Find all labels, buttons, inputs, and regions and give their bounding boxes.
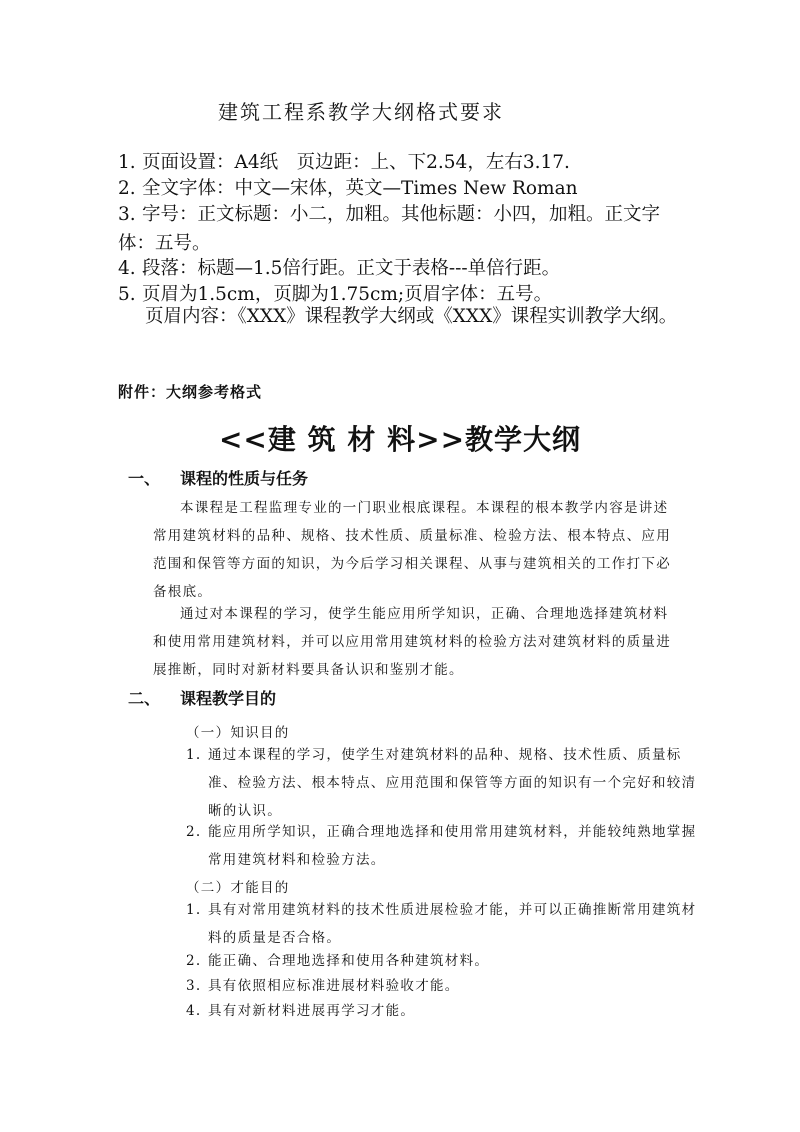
list-item xyxy=(186,818,708,874)
list-item-text: 具有依照相应标准进展材料验收才能。 xyxy=(208,978,460,994)
requirement-number: 4. xyxy=(118,258,136,279)
list-item xyxy=(186,741,708,825)
list-item-number: 4. xyxy=(186,1003,202,1019)
list-item-number: 1. xyxy=(186,747,202,763)
list-item xyxy=(186,896,708,952)
attachment-label: 附件：大纲参考格式 xyxy=(118,383,263,401)
list-item xyxy=(186,972,708,1000)
list-item xyxy=(186,947,708,975)
requirement-text: 字号：正文标题：小二，加粗。其他标题：小四，加粗。正文字体：五号。 xyxy=(118,204,661,254)
subsection-heading-ability: （二）才能目的 xyxy=(186,880,290,896)
section-title: 课程教学目的 xyxy=(180,689,277,708)
requirement-number: 2. xyxy=(118,178,136,199)
body-paragraph-1: 本课程是工程监理专业的一门职业根底课程。本课程的根本教学内容是讲述常用建筑材料的品种、规格、技术性质、质量标准、检验方法、根本特点、应用范围和保管等方面的知识，为今后学习相关课程、从事与建筑相关的工作打下必备根底。 xyxy=(153,500,671,600)
requirement-number: 5. xyxy=(118,284,136,305)
body-paragraph-2: 通过对本课程的学习，使学生能应用所学知识，正确、合理地选择建筑材料和使用常用建筑材料，并可以应用常用建筑材料的检验方法对建筑材料的质量进展推断，同时对新材料要具备认识和鉴别才能。 xyxy=(153,606,671,678)
list-item-number: 2. xyxy=(186,824,202,840)
requirement-item-2 xyxy=(118,174,684,203)
list-item xyxy=(186,997,708,1025)
requirement-text: 页眉为1.5cm，页脚为1.75cm;页眉字体：五号。 xyxy=(142,284,553,305)
document-title: 建筑工程系教学大纲格式要求 xyxy=(218,100,504,124)
subsection-heading-knowledge: （一）知识目的 xyxy=(186,725,290,741)
list-item-number: 3. xyxy=(186,978,202,994)
list-item-text: 能应用所学知识，正确合理地选择和使用常用建筑材料，并能较纯熟地掌握常用建筑材料和检验方法。 xyxy=(208,824,697,868)
section-number: 一、 xyxy=(128,469,161,488)
section-heading-1 xyxy=(128,466,308,489)
requirement-number: 3. xyxy=(118,204,136,225)
requirement-number: 1. xyxy=(118,152,136,173)
requirement-item-3 xyxy=(118,200,684,258)
section-number: 二、 xyxy=(128,689,161,708)
requirement-item-4 xyxy=(118,254,684,283)
list-item-text: 通过本课程的学习，使学生对建筑材料的品种、规格、技术性质、质量标准、检验方法、根本特点、应用范围和保管等方面的知识有一个完好和较清晰的认识。 xyxy=(208,747,697,819)
list-item-number: 2. xyxy=(186,953,202,969)
list-item-number: 1. xyxy=(186,902,202,918)
section-heading-2 xyxy=(128,686,276,709)
list-item-text: 能正确、合理地选择和使用各种建筑材料。 xyxy=(208,953,490,969)
list-item-text: 具有对新材料进展再学习才能。 xyxy=(208,1003,416,1019)
list-item-text: 具有对常用建筑材料的技术性质进展检验才能，并可以正确推断常用建筑材料的质量是否合格。 xyxy=(208,902,697,946)
requirement-item-1 xyxy=(118,148,684,177)
syllabus-title: <<建 筑 材 料>>教学大纲 xyxy=(218,423,582,456)
section-title: 课程的性质与任务 xyxy=(180,469,309,488)
requirement-text: 全文字体：中文—宋体，英文—Times New Roman xyxy=(142,178,578,199)
requirement-text: 段落：标题—1.5倍行距。正文于表格---单倍行距。 xyxy=(142,258,561,279)
requirement-5-continuation: 页眉内容：《XXX》课程教学大纲或《XXX》课程实训教学大纲。 xyxy=(145,306,678,327)
requirement-text: 页面设置：A4纸 页边距：上、下2.54，左右3.17. xyxy=(142,152,570,173)
